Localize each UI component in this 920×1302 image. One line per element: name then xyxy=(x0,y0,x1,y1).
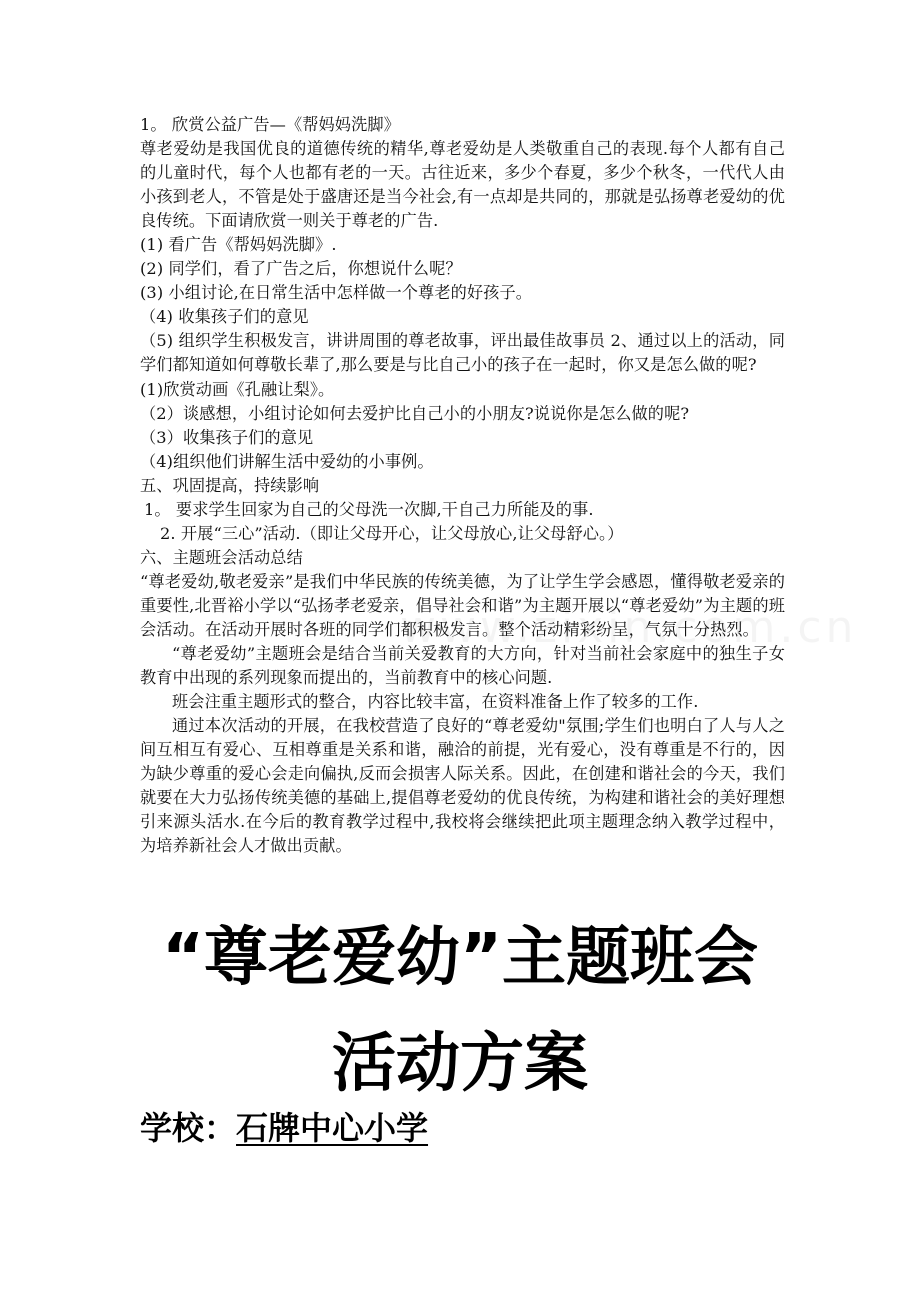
paragraph-summary-2: “尊老爱幼”主题班会是结合当前关爱教育的大方向，针对当前社会家庭中的独生子女教育中出现的系列现象而提出的，当前教育中的核心问题. xyxy=(140,644,785,688)
document-title-line-2: 活动方案 xyxy=(332,1027,588,1101)
paragraph-discussion: （2）谈感想，小组讨论如何去爱护比自己小的小朋友?说说你是怎么做的呢? xyxy=(140,403,690,423)
paragraph-summary-1: “尊老爱幼,敬老爱亲”是我们中华民族的传统美德，为了让学生学会感恩，懂得敬老爱亲的重要性,北晋裕小学以“弘扬孝老爱亲，倡导社会和谐”为主题开展以“尊老爱幼”为主题的班会活动。在活动开展时各班的同学们都积极发言。整个活动精彩纷呈，气氛十分热烈。 xyxy=(140,571,785,639)
paragraph-step-2: (2) 同学们，看了广告之后，你想说什么呢？ xyxy=(140,259,462,279)
school-line xyxy=(140,1106,428,1150)
paragraph-step-5: （5) 组织学生积极发言，讲讲周围的尊老故事，评出最佳故事员 2、通过以上的活动，同学们都知道如何尊敬长辈了,那么要是与比自己小的孩子在一起时，你又是怎么做的呢? xyxy=(140,331,785,375)
paragraph-summary-4: 通过本次活动的开展，在我校营造了良好的“尊老爱幼"氛围;学生们也明白了人与人之间互相互有爱心、互相尊重是关系和谐，融洽的前提，光有爱心，没有尊重是不行的，因为缺少尊重的爱心会走向偏执,反而会损害人际关系。因此，在创建和谐社会的今天，我们就要在大力弘扬传统美德的基础上,提倡尊老爱幼的优良传统，为构建和谐社会的美好理想引来源头活水.在今后的教育教学过程中,我校将会继续把此项主题理念纳入教学过程中，为培养新社会人才做出贡献。 xyxy=(140,716,785,856)
paragraph-step-3: (3) 小组讨论,在日常生活中怎样做一个尊老的好孩子。 xyxy=(140,283,533,303)
paragraph-cartoon: (1)欣赏动画《孔融让梨》。 xyxy=(140,379,335,399)
paragraph-examples: （4)组织他们讲解生活中爱幼的小事例。 xyxy=(140,451,434,471)
section-heading-5: 五、巩固提高，持续影响 xyxy=(140,475,320,495)
paragraph-summary-3: 班会注重主题形式的整合，内容比较丰富，在资料准备上作了较多的工作. xyxy=(172,692,699,712)
paragraph-step-1: (1) 看广告《帮妈妈洗脚》. xyxy=(140,235,337,255)
list-item-wash-feet: 1。 要求学生回家为自己的父母洗一次脚,干自己力所能及的事. xyxy=(144,499,594,519)
school-name: 石牌中心小学 xyxy=(236,1109,429,1147)
paragraph-ad-heading: 1。 欣赏公益广告—《帮妈妈洗脚》 xyxy=(140,115,400,134)
section-heading-6: 六、主题班会活动总结 xyxy=(140,547,303,567)
document-body xyxy=(140,113,785,858)
paragraph-step-4: （4) 收集孩子们的意见 xyxy=(140,307,309,327)
document-title-line-1: “尊老爱幼”主题班会 xyxy=(161,921,759,995)
paragraph-collect-opinions: （3）收集孩子们的意见 xyxy=(140,427,314,447)
school-label: 学校： xyxy=(140,1109,237,1147)
list-item-three-hearts: 2. 开展“三心”活动.（即让父母开心，让父母放心,让父母舒心。） xyxy=(160,523,624,543)
paragraph-intro: 尊老爱幼是我国优良的道德传统的精华,尊老爱幼是人类敬重自己的表现.每个人都有自己的儿童时代，每个人也都有老的一天。古往近来，多少个春夏，多少个秋冬，一代代人由小孩到老人，不管是处于盛唐还是当今社会,有一点却是共同的，那就是弘扬尊老爱幼的优良传统。下面请欣赏一则关于尊老的广告. xyxy=(140,139,785,231)
